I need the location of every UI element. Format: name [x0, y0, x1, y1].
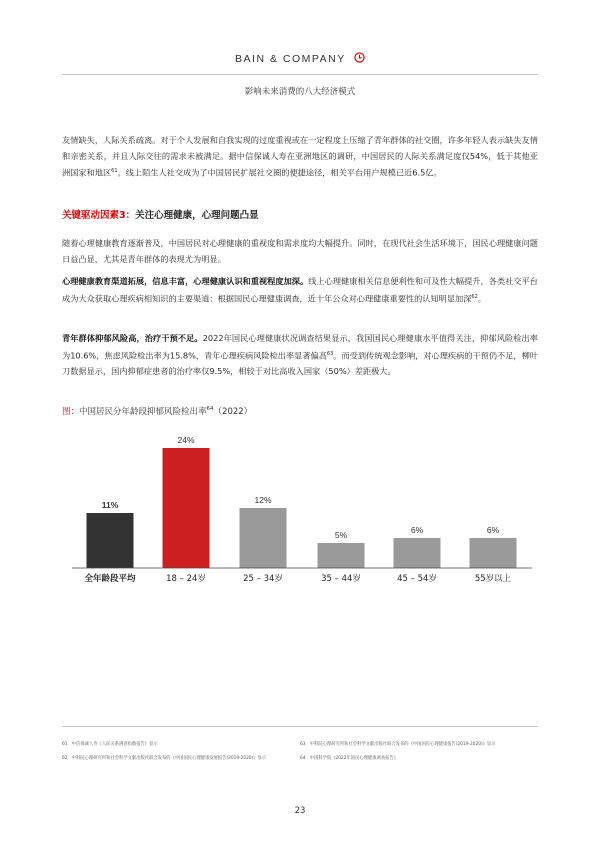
paragraph-intro: 随着心理健康教育逐渐普及，中国居民对心理健康的重视度和需求度均大幅提升。同时，在现代社会生活环境下，国民心理健康问题日益凸显，尤其是青年群体的表现尤为明显。 [62, 238, 538, 264]
section-heading [62, 207, 259, 221]
category-label-3: 35 – 44岁 [321, 574, 361, 584]
bar-value-label-4: 6% [410, 525, 424, 535]
category-label-0: 全年龄段平均 [84, 574, 136, 584]
brand-name: BAIN & COMPANY [235, 52, 346, 65]
bar-value-label-5: 6% [486, 525, 500, 535]
footnote-divider [62, 726, 538, 727]
brand-logo [0, 52, 600, 66]
header-divider [62, 74, 538, 75]
figure-title: 图：中国居民分年龄段抑郁风险检出率$^{64}$（2022） [62, 406, 253, 417]
category-label-1: 18 – 24岁 [166, 574, 206, 584]
paragraph-education: 心理健康教育渠道拓展，信息丰富，心理健康认识和重视程度加深。线上心理健康相关信息便利性和可及性大幅提升，各类社交平台成为大众获取心理疾病相知识的主要渠道：根据国民心理健康调查，近十年公众对心理健康重要性的认知明显加深$^{62}$。 [62, 276, 538, 304]
bar-5 [470, 538, 517, 568]
bar-2 [240, 508, 287, 568]
bar-value-label-2: 12% [254, 495, 272, 505]
bar-value-label-1: 24% [177, 435, 195, 445]
bain-logo-icon [354, 52, 365, 66]
category-label-5: 55岁以上 [474, 574, 512, 584]
bar-3 [318, 543, 365, 568]
figure-label: 图： [62, 407, 80, 417]
paragraph-youth-risk: 青年群体抑郁风险高，治疗干预不足。2022年国民心理健康状况调查结果显示，我国国民心理健康水平值得关注，抑郁风险检出率为10.6%，焦虑风险检出率为15.8%，青年心理疾病风险检出率显著偏高$^{63}$。而受到传统观念影响，对心理疾病的干预仍不足，柳叶刀数据显示，国内抑郁症患者的治疗率仅9.5%，相较于对比高收入国家（50%）差距极大。 [62, 333, 538, 376]
page-number: 23 [294, 806, 306, 816]
bar-value-label-0: 11% [101, 500, 119, 510]
depression-rate-bar-chart [62, 425, 538, 595]
section-label: 关键驱动因素3： [62, 210, 136, 221]
category-label-4: 45 – 54岁 [397, 574, 437, 584]
footnote-62: 62 中科院心理研究所和社会科学文献出版社联合发布的《中国国民心理健康发展报告(2019-2020)》显示 [62, 756, 267, 761]
section-title: 关注心理健康，心理问题凸显 [135, 210, 259, 221]
bar-value-label-3: 5% [334, 530, 348, 540]
bar-4 [394, 538, 441, 568]
footnote-64: 64 中国科学院《2022年国民心理健康调查报告》 [300, 756, 399, 761]
category-label-2: 25 – 34岁 [243, 574, 283, 584]
footnote-63: 63 中科院心理研究所和社会科学文献出版社联合发布的《中国国民心理健康报告(2019-2020)》显示 [300, 742, 496, 747]
bar-1 [163, 448, 210, 568]
footnote-61: 61 中信保诚人寿《人际关系满意指数报告》显示 [62, 742, 158, 747]
paragraph-friendship: 友情缺失，人际关系疏离。对于个人发展和自我实现的过度重视或在一定程度上压缩了青年群体的社交圈，许多年轻人表示缺失友情和亲密关系，并且人际交往的需求未被满足。据中信保诚人寿在亚洲地区的调研，中国居民的人际关系满足度仅54%，低于其他亚洲国家和地区$^{61}$。线上陌生人社交成为了中国居民扩展社交圈的便捷途径，相关平台用户规模已近6.5亿。 [62, 135, 538, 178]
bar-0 [87, 513, 134, 568]
report-subtitle: 影响未来消费的八大经济模式 [244, 87, 356, 97]
